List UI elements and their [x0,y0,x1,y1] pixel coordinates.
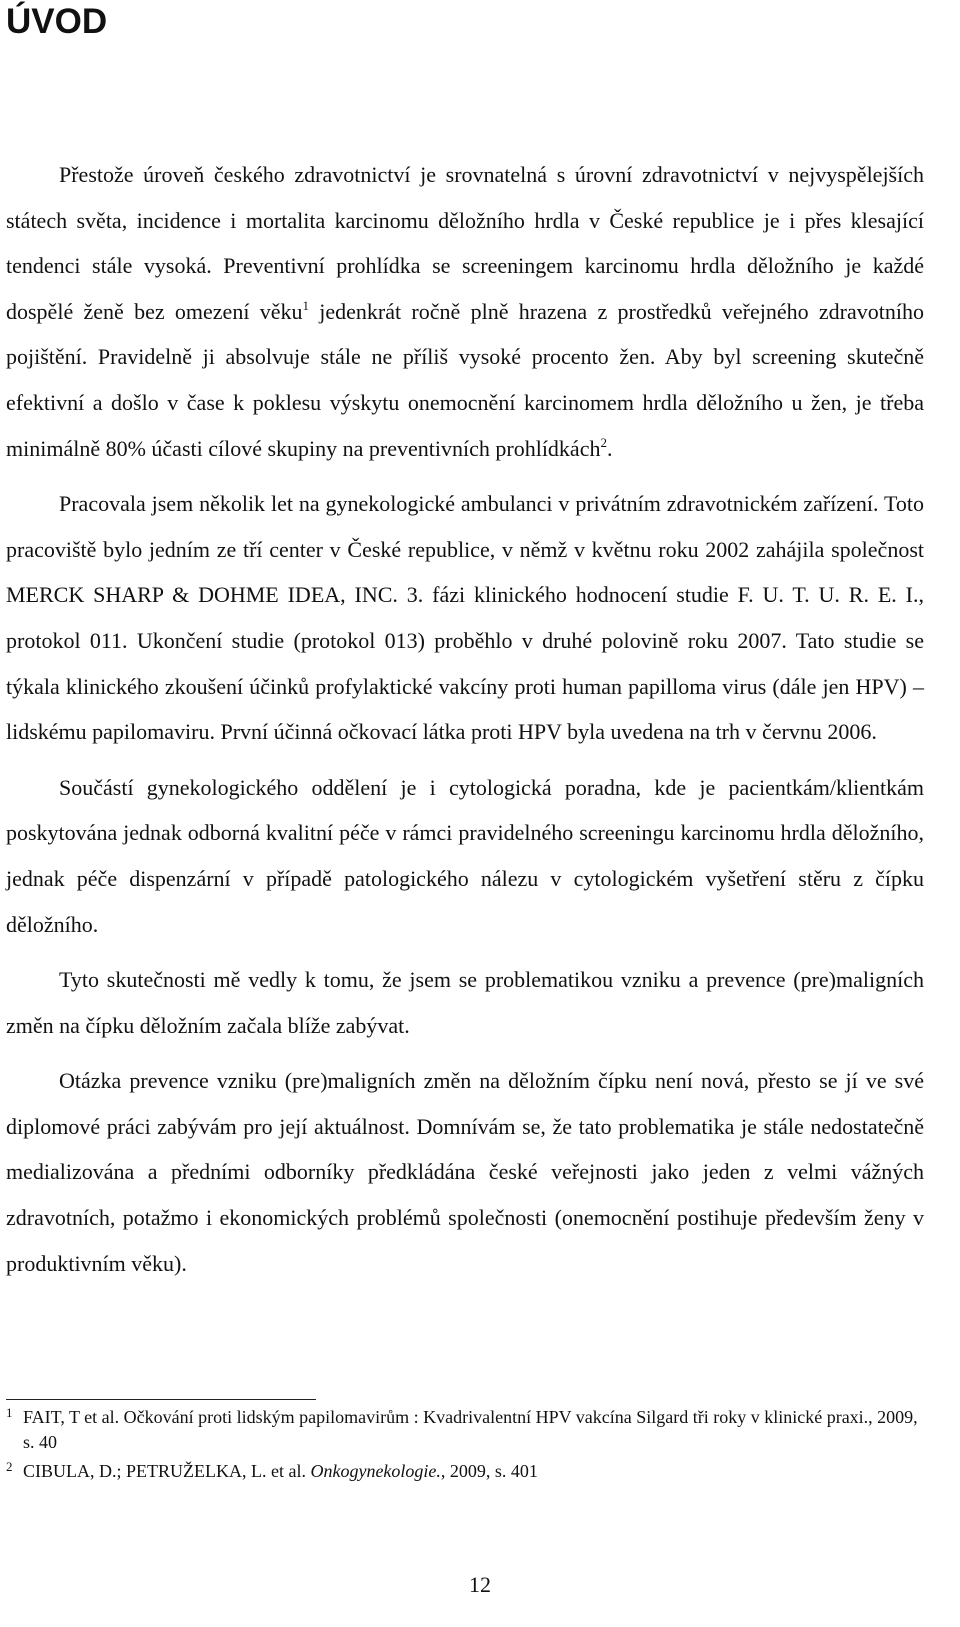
footnote-number: 2 [6,1459,13,1474]
paragraph [6,1058,924,1286]
footnotes [6,1405,924,1484]
footnote-number: 1 [6,1405,13,1420]
text-run: . [606,435,613,461]
body-text [6,152,924,1296]
footnote-reference: 1 [302,297,309,313]
text-run: Přestože úroveň českého zdravotnictví je srovnatelná s úrovní zdravotnictví v nejvyspělejších státech světa, incidence i mortalita karcinomu děložního hrdla v České republice je i přes klesající tendenci stále vysoká. Preventivní prohlídka se screeningem karcinomu hrdla děložního je každé dospělé ženě bez omezení věku [6,162,924,324]
text-run: jedenkrát ročně plně hrazena z prostředků veřejného zdravotního pojištění. Pravidelně ji absolvuje stále ne příliš vysoké procento žen. Aby byl screening skutečně efektivní a došlo v čase k poklesu výskytu onemocnění karcinomem hrdla děložního u žen, je třeba minimálně 80% účasti cílové skupiny na preventivních prohlídkách [6,298,924,461]
footnote-divider [6,1399,316,1400]
text-run: Součástí gynekologického oddělení je i cytologická poradna, kde je pacientkám/klientkám poskytována jednak odborná kvalitní péče v rámci pravidelného screeningu karcinomu hrdla děložního, jednak péče dispenzární v případě patologického nálezu v cytologickém vyšetření stěru z čípku děložního. [6,774,924,937]
text-run: FAIT, T et al. Očkování proti lidským papilomavirům : Kvadrivalentní HPV vakcína Silgard tři roky v klinické praxi., 2009, s. 40 [23,1407,918,1452]
text-run: Tyto skutečnosti mě vedly k tomu, že jsem se problematikou vzniku a prevence (pre)maligních změn na čípku děložním začala blíže zabývat. [6,967,924,1038]
paragraph [6,481,924,755]
text-run: Pracovala jsem několik let na gynekologické ambulanci v privátním zdravotnickém zařízení. Toto pracoviště bylo jedním ze tří center v České republice, v němž v květnu roku 2002 zahájila společnost MERCK SHARP & DOHME IDEA, INC. 3. fázi klinického hodnocení studie F. U. T. U. R. E. I., protokol 011. Ukončení studie (protokol 013) proběhlo v druhé polovině roku 2007. Tato studie se týkala klinického zkoušení účinků profylaktické vakcíny proti human papilloma virus (dále jen HPV) – lidskému papilomaviru. První účinná očkovací látka proti HPV byla uvedena na trh v červnu 2006. [6,491,924,745]
italic-text: Onkogynekologie. [310,1461,441,1481]
page-number: 12 [469,1572,491,1597]
footnote [6,1459,924,1484]
text-run: Otázka prevence vzniku (pre)maligních změn na děložním čípku není nová, přesto se jí ve své diplomové práci zabývám pro její aktuálnost. Domnívám se, že tato problematika je stále nedostatečně medializována a předními odborníky předkládána české veřejnosti jako jeden z velmi vážných zdravotních, potažmo i ekonomických problémů společnosti (onemocnění postihuje především ženy v produktivním věku). [6,1068,924,1276]
page-title: ÚVOD [6,2,108,41]
paragraph [6,957,924,1048]
text-run: CIBULA, D.; PETRUŽELKA, L. et al. [23,1461,311,1481]
paragraph [6,765,924,947]
paragraph [6,152,924,471]
text-run: , 2009, s. 401 [440,1461,538,1481]
footnote-reference: 2 [600,434,607,450]
footnote [6,1405,924,1455]
